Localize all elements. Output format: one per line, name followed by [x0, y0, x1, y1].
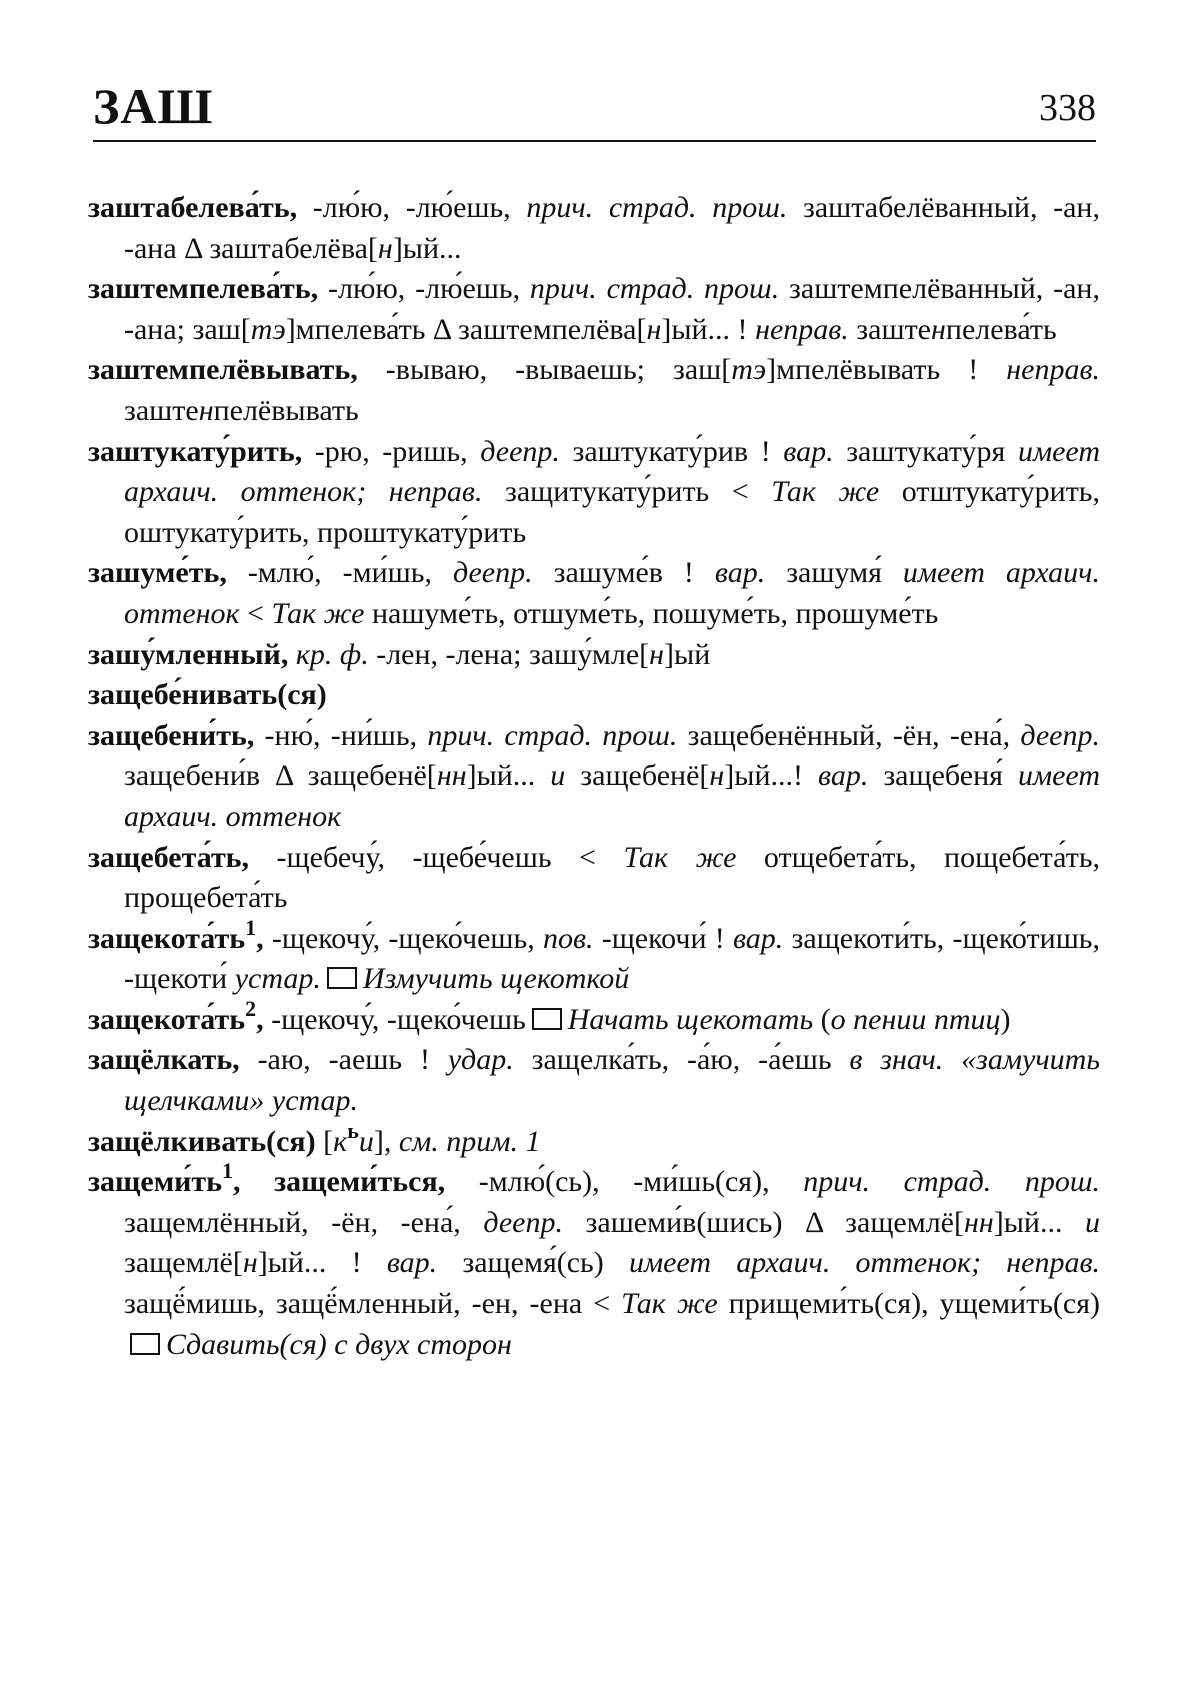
dictionary-entry — [88, 553, 1100, 634]
entry-text: защебеня́ — [868, 759, 1018, 793]
entry-text: -щекочу́, -щеко́чешь — [263, 1002, 526, 1036]
grammar-note: н — [649, 637, 665, 671]
grammar-note: см. прим. 1 — [398, 1124, 541, 1158]
entry-text: -млю́(сь), -ми́шь(ся), — [445, 1165, 804, 1199]
entry-text: < — [239, 596, 272, 630]
entry-text: ]ый... — [993, 1205, 1085, 1239]
grammar-note: вар. — [732, 921, 784, 955]
grammar-note: н — [709, 759, 725, 793]
headword: защеми́ть — [88, 1165, 223, 1199]
entry-text: защебени́в Δ защебенё[ — [124, 759, 437, 793]
grammar-note: нн — [436, 759, 467, 793]
entry-text: заште — [124, 393, 199, 427]
entry-text: ]мпелева́ть Δ заштемпелёва[ — [285, 312, 647, 346]
headword: зашу́мленный, — [88, 637, 289, 671]
headword: защебета́ть, — [88, 840, 250, 874]
homonym-index: 1 — [245, 914, 257, 940]
grammar-note: и — [1085, 1205, 1100, 1239]
grammar-note: пов. — [542, 921, 594, 955]
entry-text: прищеми́ть(ся), ущеми́ть(ся) — [717, 1287, 1100, 1321]
grammar-note: и — [550, 759, 566, 793]
entry-text: -млю́, -ми́шь, — [226, 556, 453, 590]
grammar-note: деепр. — [480, 434, 560, 468]
entry-text: защемлённый, -ён, -ена́, — [124, 1205, 484, 1239]
homonym-index: 2 — [245, 995, 257, 1021]
grammar-note: н — [646, 312, 662, 346]
headword: защёлкивать(ся) — [88, 1124, 316, 1158]
page-number: 338 — [1039, 87, 1096, 129]
grammar-note: Так же — [623, 840, 737, 874]
dictionary-entry — [88, 675, 1100, 716]
grammar-note: в знач. «замучить щелчками» устар. — [124, 1043, 1100, 1118]
entry-text: защемлё[ — [124, 1246, 243, 1280]
entry-text: заштукату́ря — [833, 434, 1018, 468]
entry-text: зашеми́в(шись) Δ защемлё[ — [563, 1205, 964, 1239]
entry-text: ], — [373, 1124, 399, 1158]
headword: , — [256, 1002, 264, 1036]
entry-text: -вываю, -вываешь; заш[ — [357, 353, 732, 387]
entry-text: -щекочу́, -щеко́чешь, — [263, 921, 543, 955]
headword: защёлкать, — [88, 1043, 240, 1077]
page-header — [93, 78, 1096, 142]
homonym-index: 1 — [222, 1158, 234, 1184]
headword: защекота́ть — [88, 1002, 246, 1036]
headword: защекота́ть — [88, 921, 246, 955]
headword: зашуме́ть, — [88, 556, 227, 590]
definition-box-icon — [532, 1008, 562, 1030]
entry-text: ]ый...! — [724, 759, 818, 793]
grammar-note: прич. страд. прош. — [529, 272, 780, 306]
grammar-note: деепр. — [1020, 718, 1100, 752]
dictionary-entry — [88, 188, 1100, 269]
grammar-note: н — [242, 1246, 258, 1280]
dictionary-entry — [88, 269, 1100, 350]
headword: заштабелева́ть, — [88, 191, 298, 224]
entry-text: заште — [848, 312, 931, 346]
grammar-note: Так же — [621, 1287, 718, 1321]
grammar-note: Измучить щекоткой — [362, 962, 630, 996]
entry-text: защекоти́ть, -щеко́тишь, -щекоти́ — [124, 921, 1100, 996]
grammar-note: Так же — [271, 596, 365, 630]
entry-text: ]ый... — [466, 759, 551, 793]
entry-text: ]мпелёвывать ! — [766, 353, 1007, 387]
grammar-note: деепр. — [452, 556, 533, 590]
entry-text: отщебета́ть, пощебета́ть, прощебета́ть — [124, 840, 1100, 915]
grammar-note: устар. — [234, 962, 321, 996]
grammar-note: Начать щекотать — [567, 1002, 814, 1036]
headword: заштемпелева́ть, — [88, 272, 319, 306]
grammar-note: вар. — [818, 759, 869, 793]
headword: , — [256, 921, 264, 955]
entry-text: защелка́ть, -а́ю, -а́ешь — [513, 1043, 850, 1077]
grammar-note: н — [931, 312, 946, 346]
grammar-note: имеет архаич. оттенок; неправ. — [628, 1246, 1101, 1280]
entry-text: ]ый... — [392, 231, 462, 265]
entry-text: -лю́ю, -лю́ешь, — [297, 191, 527, 224]
dictionary-entry — [88, 914, 1100, 1000]
entry-text: пелева́ть — [945, 312, 1057, 346]
definition-box-icon — [130, 1333, 160, 1355]
entry-text: -щебечу́, -щебе́чешь < — [249, 840, 624, 874]
entry-text: -щекочи́ ! — [593, 921, 733, 955]
grammar-note: удар. — [447, 1043, 514, 1077]
entry-text: -аю, -аешь ! — [239, 1043, 448, 1077]
entry-text: ]ый — [664, 637, 711, 671]
grammar-note: и — [358, 1124, 374, 1158]
grammar-note: имеет архаич. оттенок; неправ. — [124, 434, 1101, 509]
grammar-note: прич. страд. прош. — [427, 718, 678, 752]
definition-box-icon — [327, 967, 357, 989]
headword: , защеми́ться, — [233, 1165, 446, 1199]
grammar-note: вар. — [783, 434, 834, 468]
dictionary-entry — [88, 838, 1100, 919]
entry-text: зашумя́ — [765, 556, 903, 590]
grammar-note: тэ — [250, 312, 286, 346]
grammar-note: прич. страд. прош. — [526, 191, 788, 224]
headword: защебе́нивать(ся) — [88, 678, 327, 712]
entry-text: ]ый... ! — [661, 312, 756, 346]
grammar-note: нн — [964, 1205, 994, 1239]
grammar-note: имеет архаич. оттенок — [124, 556, 1100, 630]
entry-text: ) — [1000, 1002, 1011, 1036]
entry-text: отштукату́рить, оштукату́рить, проштукату́рить — [124, 475, 1100, 549]
entry-text: ( — [813, 1002, 831, 1036]
entry-text: заштабелёванный, -ан, -ана Δ заштабелёва[ — [124, 191, 1100, 265]
grammar-note: имеет архаич. оттенок — [124, 759, 1100, 833]
entry-text: -рю, -ришь, — [302, 434, 481, 468]
dictionary-entry — [88, 1158, 1101, 1365]
entry-text: нашуме́ть, отшуме́ть, пошуме́ть, прошуме́ть — [364, 596, 939, 630]
entry-text: защё́мишь, защё́мленный, -ен, -ена < — [124, 1287, 622, 1321]
entry-text: пелёвывать — [213, 393, 359, 427]
entry-text: защебенё[ — [565, 759, 710, 793]
entry-text: ]ый... ! — [257, 1246, 387, 1280]
headword: защебени́ть, — [88, 718, 255, 752]
grammar-note: н — [377, 231, 393, 265]
dictionary-entry — [88, 995, 1100, 1041]
headword: заштукату́рить, — [88, 434, 303, 468]
grammar-note: кр. ф. — [295, 637, 369, 671]
grammar-note: Так же — [771, 475, 880, 509]
grammar-note: неправ. — [1006, 353, 1100, 387]
dictionary-entries — [88, 188, 1100, 1365]
entry-text: -лю́ю, -лю́ешь, — [318, 272, 530, 306]
grammar-note: о пении птиц — [830, 1002, 1001, 1036]
header-guide-word: ЗАШ — [93, 78, 214, 134]
entry-text: -ню́, -ни́шь, — [254, 718, 428, 752]
grammar-note: неправ. — [755, 312, 849, 346]
headword: заштемпелёвывать, — [88, 353, 358, 387]
entry-text: защитукату́рить < — [482, 475, 772, 509]
grammar-note: деепр. — [483, 1205, 563, 1239]
grammar-note: к — [333, 1124, 348, 1158]
grammar-note: вар. — [714, 556, 766, 590]
homonym-index: ь — [347, 1117, 359, 1143]
grammar-note: Сдавить(ся) с двух сторон — [166, 1327, 512, 1361]
dictionary-entry — [88, 635, 1100, 676]
grammar-note: н — [198, 393, 214, 427]
grammar-note: прич. страд. прош. — [803, 1165, 1100, 1199]
entry-text: заштукату́рив ! — [559, 434, 784, 468]
dictionary-entry — [88, 432, 1100, 554]
dictionary-entry — [88, 1117, 1100, 1163]
dictionary-entry — [88, 716, 1100, 838]
entry-text: заштемпелёванный, -ан, -ана; заш[ — [124, 272, 1100, 346]
entry-text: зашуме́в ! — [532, 556, 715, 590]
entry-text: -лен, -лена; зашу́мле[ — [368, 637, 650, 671]
grammar-note: тэ — [731, 353, 767, 387]
entry-text: защемя́(сь) — [437, 1246, 629, 1280]
grammar-note: вар. — [386, 1246, 438, 1280]
entry-text: защебенённый, -ён, -ена́, — [677, 718, 1021, 752]
dictionary-entry — [88, 350, 1100, 431]
entry-text: [ — [315, 1124, 334, 1158]
dictionary-entry — [88, 1040, 1100, 1121]
entry-text — [288, 638, 296, 671]
